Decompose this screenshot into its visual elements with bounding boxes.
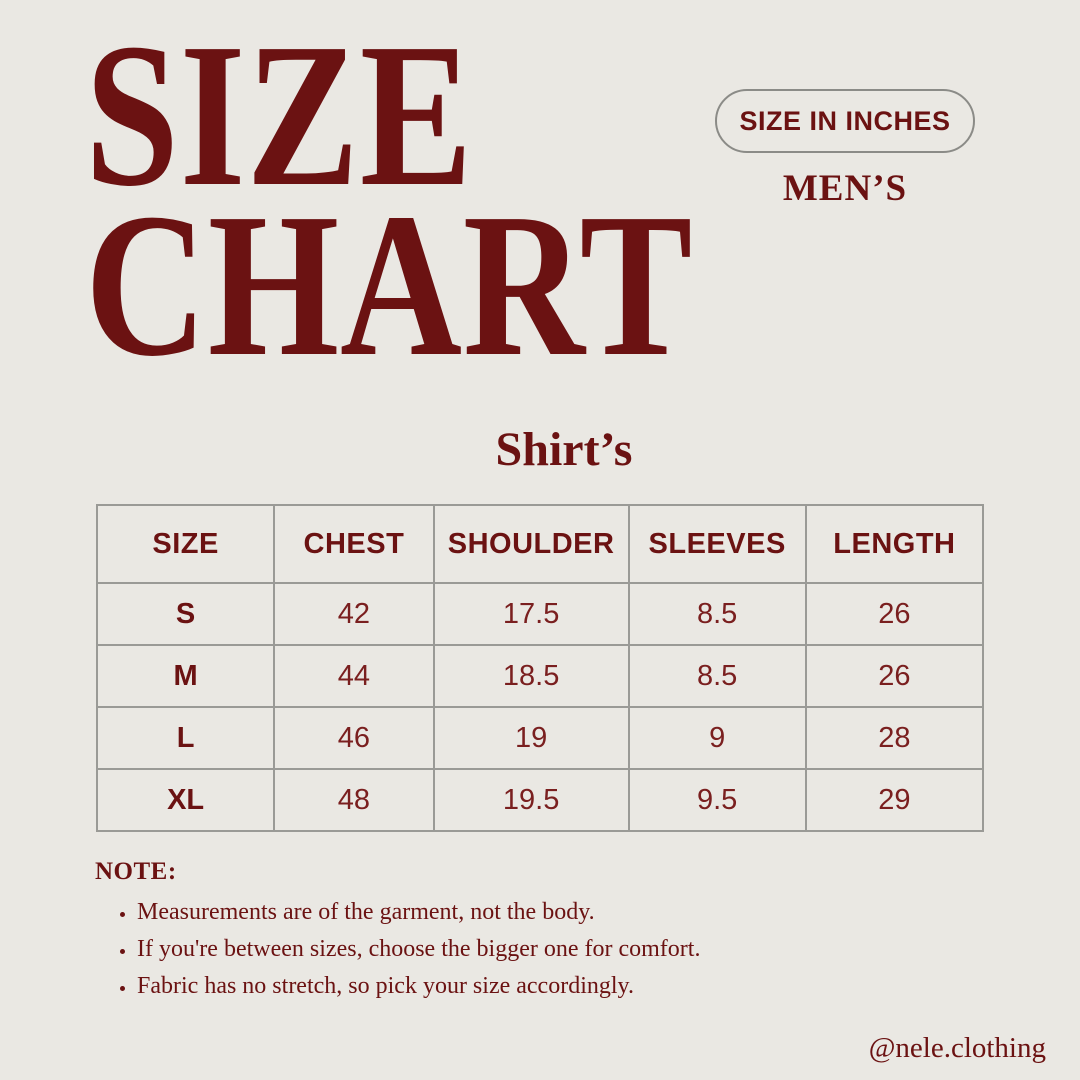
sleeves-value: 8.5 <box>629 583 806 645</box>
column-header-size: SIZE <box>97 505 274 583</box>
chest-value: 46 <box>274 707 433 769</box>
shoulder-value: 19.5 <box>434 769 629 831</box>
social-handle: @nele.clothing <box>868 1032 1046 1064</box>
size-label: S <box>97 583 274 645</box>
sleeves-value: 9.5 <box>629 769 806 831</box>
chest-value: 42 <box>274 583 433 645</box>
column-header-shoulder: SHOULDER <box>434 505 629 583</box>
table-row <box>97 583 983 645</box>
column-header-length: LENGTH <box>806 505 983 583</box>
shoulder-value: 19 <box>434 707 629 769</box>
sleeves-value: 9 <box>629 707 806 769</box>
table-row <box>97 769 983 831</box>
note-item: • Fabric has no stretch, so pick your size accordingly. <box>137 968 855 1005</box>
column-header-chest: CHEST <box>274 505 433 583</box>
size-table <box>96 504 984 832</box>
sleeves-value: 8.5 <box>629 645 806 707</box>
note-section <box>95 858 855 1005</box>
shoulder-value: 18.5 <box>434 645 629 707</box>
size-label: L <box>97 707 274 769</box>
note-label: NOTE: <box>95 858 177 885</box>
table-row <box>97 645 983 707</box>
page-title <box>85 0 694 399</box>
chest-value: 44 <box>274 645 433 707</box>
section-title: Shirt’s <box>495 423 633 476</box>
chest-value: 48 <box>274 769 433 831</box>
size-label: XL <box>97 769 274 831</box>
table-header-row <box>97 505 983 583</box>
audience-label: MEN’S <box>782 168 908 209</box>
length-value: 28 <box>806 707 983 769</box>
page-title-line1: SIZE <box>85 0 474 229</box>
size-unit-badge-label: SIZE IN INCHES <box>739 105 951 136</box>
size-label: M <box>97 645 274 707</box>
note-list <box>95 894 855 1005</box>
table-row <box>97 707 983 769</box>
column-header-sleeves: SLEEVES <box>629 505 806 583</box>
note-item: • Measurements are of the garment, not the body. <box>137 894 855 931</box>
size-unit-badge <box>715 89 975 153</box>
length-value: 26 <box>806 645 983 707</box>
page-title-line2: CHART <box>85 170 694 399</box>
length-value: 29 <box>806 769 983 831</box>
length-value: 26 <box>806 583 983 645</box>
shoulder-value: 17.5 <box>434 583 629 645</box>
note-item: • If you're between sizes, choose the bigger one for comfort. <box>137 931 855 968</box>
